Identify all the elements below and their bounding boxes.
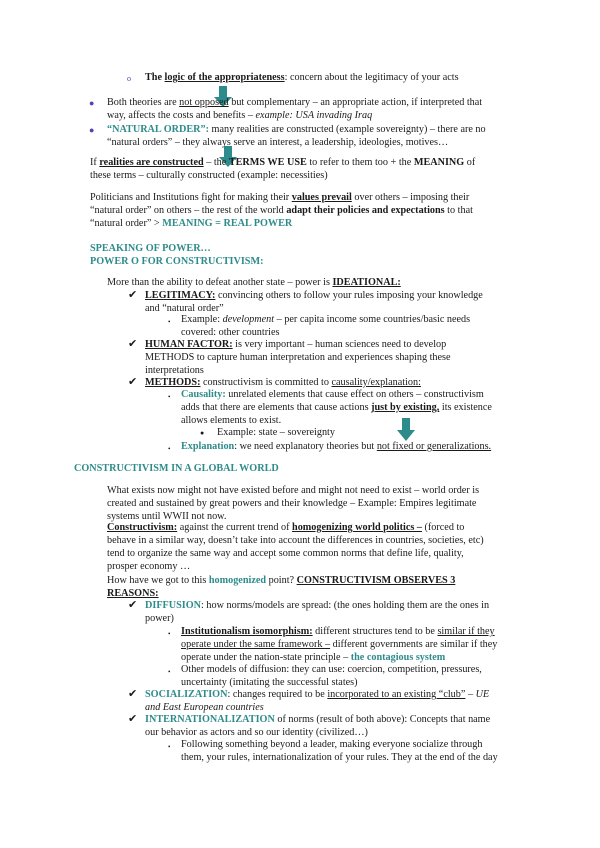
check-bullet-icon: ✔ bbox=[128, 375, 138, 388]
text-line: created and sustained by great powers and their knowledge – Example: Empires legitimate bbox=[107, 498, 477, 509]
section-heading: POWER O FOR CONSTRUCTIVISM: bbox=[90, 256, 264, 267]
dot-bullet-icon: ● bbox=[200, 429, 205, 437]
text-line: REASONS: bbox=[107, 588, 159, 599]
text-line: INTERNATIONALIZATION of norms (result of both above): Concepts that name bbox=[145, 714, 491, 725]
text-line: “natural orders” – they always serve an interest, a leadership, ideologies, motives… bbox=[107, 137, 449, 148]
text-line: Institutionalism isomorphism: different structures tend to be similar if they bbox=[181, 626, 495, 637]
small-bullet-icon: • bbox=[168, 630, 171, 638]
text-line: power) bbox=[145, 613, 174, 624]
text-line: interpretations bbox=[145, 365, 204, 376]
section-heading: CONSTRUCTIVISM IN A GLOBAL WORLD bbox=[74, 463, 279, 474]
text-line: DIFFUSION: how norms/models are spread: (the ones holding them are the ones in bbox=[145, 600, 490, 611]
text-line: How have we got to this homogenized point? CONSTRUCTIVISM OBSERVES 3 bbox=[107, 575, 456, 586]
small-bullet-icon: • bbox=[168, 743, 171, 751]
text-line: More than the ability to defeat another state – power is IDEATIONAL: bbox=[107, 277, 401, 288]
dot-bullet-icon: ● bbox=[89, 98, 95, 108]
small-bullet-icon: • bbox=[168, 668, 171, 676]
text-line: covered: other countries bbox=[181, 327, 280, 338]
circle-bullet-icon: o bbox=[127, 74, 131, 83]
text-line: them, your rules, internationalization of your rules. They at the end of the day bbox=[181, 752, 498, 763]
text-line: our behavior as actors and so our identity (civilized…) bbox=[145, 727, 368, 738]
text-line: Example: development – per capita income some countries/basic needs bbox=[181, 314, 471, 325]
check-bullet-icon: ✔ bbox=[128, 712, 138, 725]
small-bullet-icon: • bbox=[168, 318, 171, 326]
check-bullet-icon: ✔ bbox=[128, 337, 138, 350]
text-line: The logic of the appropriateness: concern about the legitimacy of your acts bbox=[145, 72, 459, 83]
check-bullet-icon: ✔ bbox=[128, 598, 138, 611]
text-line: tend to organize the same way and accept some common norms that define life, quality, bbox=[107, 548, 464, 559]
text-line: operate under the nation-state principle – the contagious system bbox=[181, 652, 446, 663]
text-line: Other models of diffusion: they can use: coercion, competition, pressures, bbox=[181, 664, 482, 675]
text-line: If realities are constructed – the TERMS WE USE to refer to them too + the MEANING of bbox=[90, 157, 476, 168]
down-arrow-icon bbox=[396, 418, 416, 442]
small-bullet-icon: • bbox=[168, 445, 171, 453]
text-line: Causality: unrelated elements that cause effect on others – constructivism bbox=[181, 389, 484, 400]
text-line: way, affects the costs and benefits – example: USA invading Iraq bbox=[107, 110, 373, 121]
text-line: What exists now might not have existed before and might not need to exist – world order is bbox=[107, 485, 480, 496]
text-line: “natural order” on others – the rest of the world adapt their policies and expectations to that bbox=[90, 205, 473, 216]
text-line: Example: state – sovereignty bbox=[217, 427, 335, 438]
small-bullet-icon: • bbox=[168, 393, 171, 401]
text-line: systems until WWII not now. bbox=[107, 511, 227, 522]
text-line: and “natural order” bbox=[145, 303, 224, 314]
check-bullet-icon: ✔ bbox=[128, 687, 138, 700]
text-line: Following something beyond a leader, making everyone socialize through bbox=[181, 739, 483, 750]
section-heading: SPEAKING OF POWER… bbox=[90, 243, 211, 254]
text-line: prosper economy … bbox=[107, 561, 191, 572]
text-line: METHODS: constructivism is committed to causality/explanation: bbox=[145, 377, 421, 388]
dot-bullet-icon: ● bbox=[89, 125, 95, 135]
text-line: “natural order” > MEANING = REAL POWER bbox=[90, 218, 293, 229]
text-line: these terms – culturally constructed (example: necessities) bbox=[90, 170, 328, 181]
text-line: Constructivism: against the current trend of homogenizing world politics – (forced to bbox=[107, 522, 465, 533]
text-line: HUMAN FACTOR: is very important – human sciences need to develop bbox=[145, 339, 447, 350]
check-bullet-icon: ✔ bbox=[128, 288, 138, 301]
text-line: “NATURAL ORDER”: many realities are constructed (example sovereignty) – there are no bbox=[107, 124, 486, 135]
text-line: METHODS to capture human interpretation and experiences shaping these bbox=[145, 352, 451, 363]
text-line: behave in a similar way, doesn’t take into account the differences in countries, societies, etc) bbox=[107, 535, 484, 546]
text-line: uncertainty (imitating the successful states) bbox=[181, 677, 358, 688]
text-line: adds that there are elements that cause actions just by existing, its existence bbox=[181, 402, 492, 413]
text-line: and East European countries bbox=[145, 702, 264, 713]
text-line: Both theories are not opposed but complementary – an appropriate action, if interpreted that bbox=[107, 97, 483, 108]
text-line: SOCIALIZATION: changes required to be incorporated to an existing “club” – UE bbox=[145, 689, 490, 700]
text-line: allows elements to exist. bbox=[181, 415, 282, 426]
text-line: Explanation: we need explanatory theories but not fixed or generalizations. bbox=[181, 441, 492, 452]
text-line: Politicians and Institutions fight for making their values prevail over others – imposing their bbox=[90, 192, 470, 203]
text-line: LEGITIMACY: convincing others to follow your rules imposing your knowledge bbox=[145, 290, 483, 301]
text-line: operate under the same framework – different governments are similar if they bbox=[181, 639, 498, 650]
